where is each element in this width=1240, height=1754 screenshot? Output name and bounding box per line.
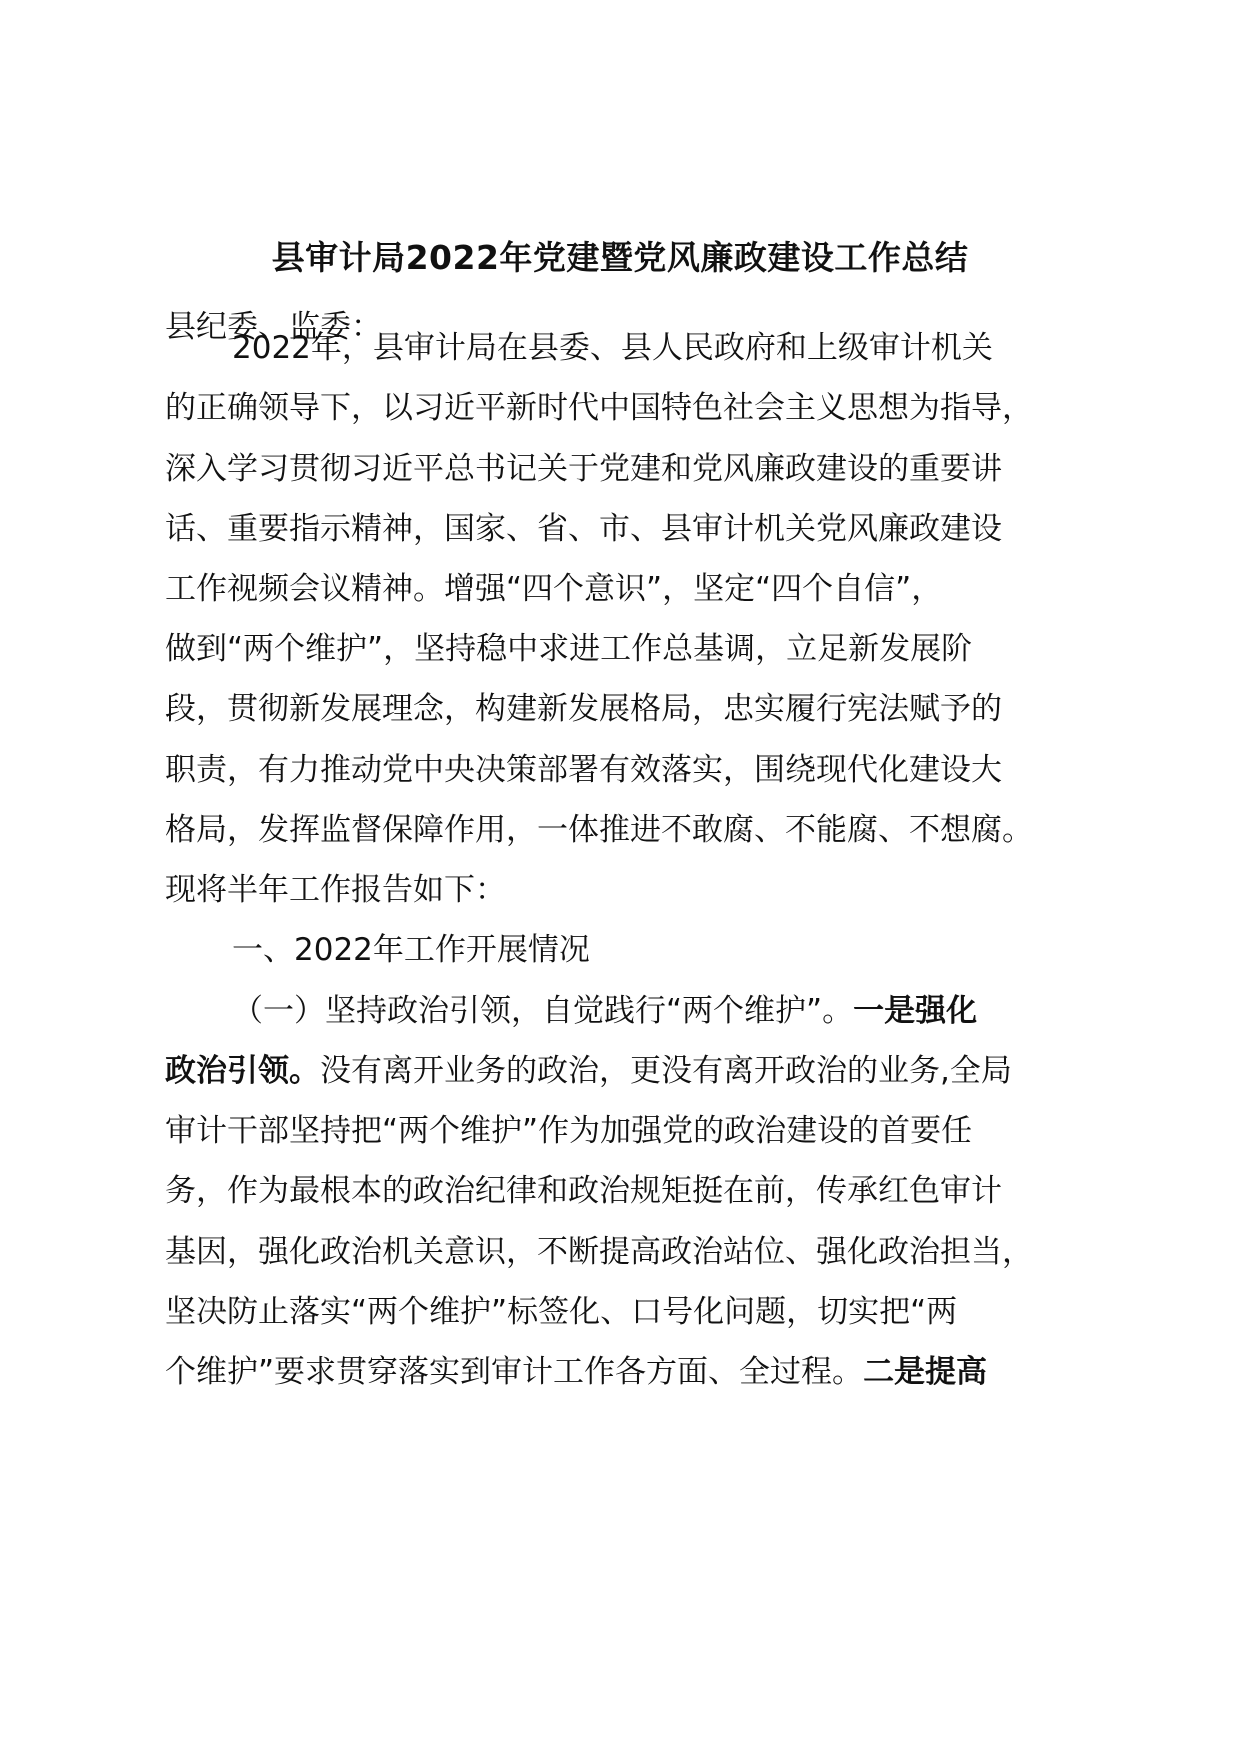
document-title: 县审计局2022年党建暨党风廉政建设工作总结 [271, 238, 969, 277]
paragraph-line: 职责，有力推动党中央决策部署有效落实，围绕现代化建设大 [165, 752, 1002, 788]
paragraph-line: 现将半年工作报告如下： [165, 872, 506, 908]
paragraph-line: 的正确领导下，以习近平新时代中国特色社会主义思想为指导， [165, 390, 1033, 426]
paragraph-line: 坚决防止落实“两个维护”标签化、口号化问题，切实把“两 [165, 1294, 958, 1330]
paragraph-line [165, 1348, 1105, 1396]
paragraph-line: 审计干部坚持把“两个维护”作为加强党的政治建设的首要任 [165, 1113, 973, 1149]
paragraph-text: 个维护”要求贯穿落实到审计工作各方面、全过程。 [165, 1354, 864, 1390]
paragraph-line: 做到“两个维护”，坚持稳中求进工作总基调，立足新发展阶 [165, 631, 973, 667]
bold-lead: 政治引领。 [165, 1053, 320, 1089]
paragraph-line: 务，作为最根本的政治纪律和政治规矩挺在前，传承红色审计 [165, 1173, 1002, 1209]
paragraph-line: 段，贯彻新发展理念，构建新发展格局，忠实履行宪法赋予的 [165, 691, 1002, 727]
bold-lead: 二是提高 [863, 1354, 988, 1390]
salutation: 县纪委、监委： [165, 309, 382, 345]
paragraph-text: 没有离开业务的政治，更没有离开政治的业务,全局 [320, 1053, 1012, 1089]
bold-lead: 一是强化 [853, 993, 978, 1029]
paragraph-line: 工作视频会议精神。增强“四个意识”，坚定“四个自信”， [165, 571, 943, 607]
paragraph-line: 2022年，县审计局在县委、县人民政府和上级审计机关 [232, 330, 993, 366]
paragraph-line [165, 1047, 1105, 1095]
paragraph-line: 话、重要指示精神，国家、省、市、县审计机关党风廉政建设 [165, 511, 1002, 547]
subsection-line [232, 987, 1105, 1035]
paragraph-line: 基因，强化政治机关意识，不断提高政治站位、强化政治担当， [165, 1234, 1033, 1270]
paragraph-line: 格局，发挥监督保障作用，一体推进不敢腐、不能腐、不想腐。 [165, 812, 1033, 848]
subsection-heading: （一）坚持政治引领，自觉践行“两个维护”。 [232, 993, 854, 1029]
paragraph-line: 深入学习贯彻习近平总书记关于党建和党风廉政建设的重要讲 [165, 451, 1002, 487]
section-heading: 一、2022年工作开展情况 [232, 932, 590, 968]
